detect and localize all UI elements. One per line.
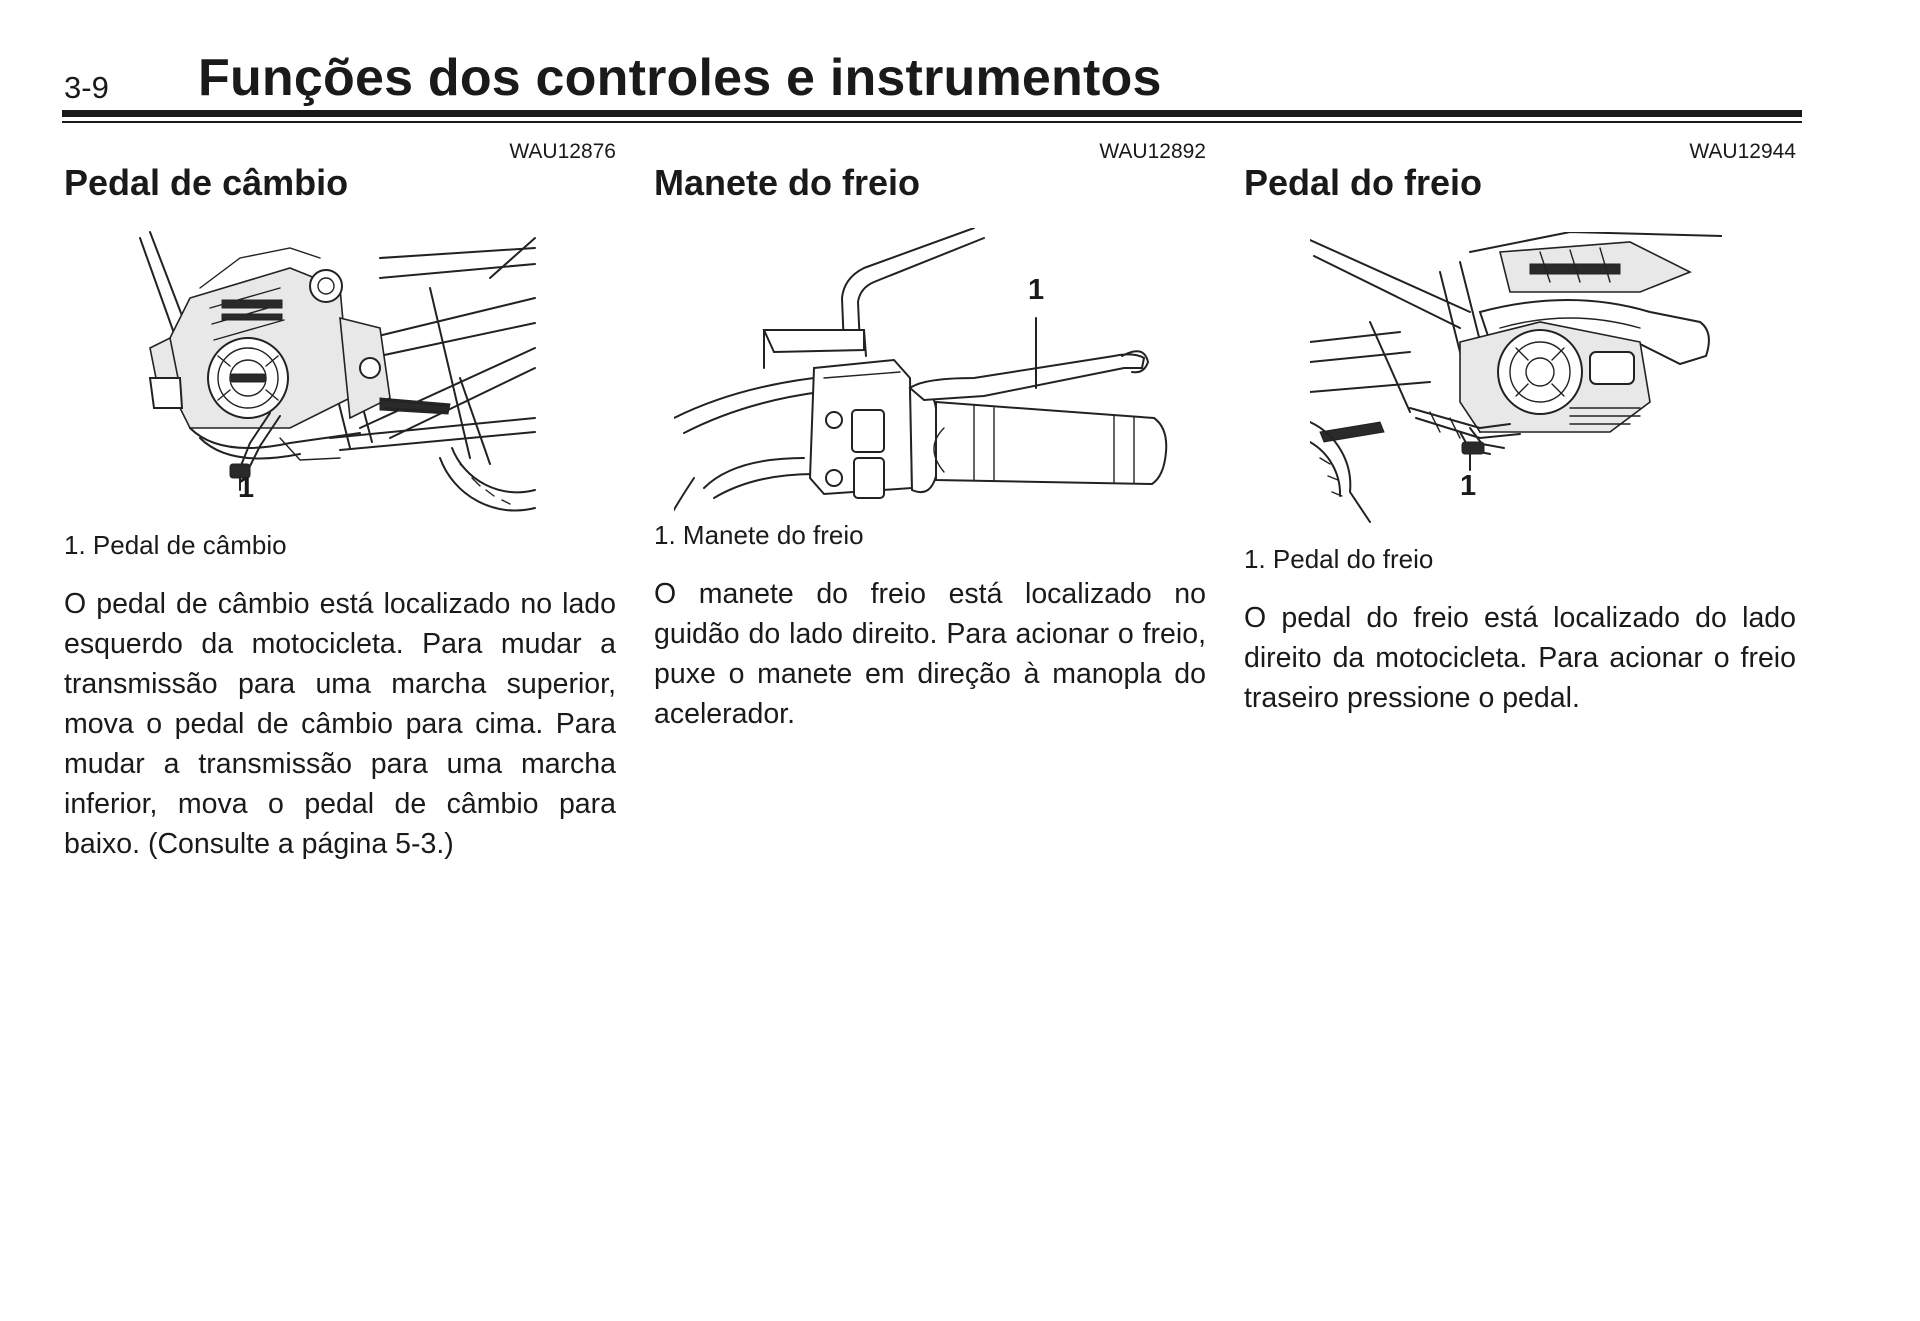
page-title: Funções dos controles e instrumentos — [198, 49, 1162, 107]
header-rule-thick — [62, 110, 1802, 117]
figure-caption: 1. Pedal de câmbio — [64, 530, 287, 560]
brake-lever-illustration — [674, 228, 1184, 518]
figure-caption: 1. Manete do freio — [654, 520, 864, 550]
callout-number: 1 — [1460, 470, 1477, 502]
brake-pedal-illustration — [1310, 232, 1722, 532]
header-rule-thin — [62, 121, 1802, 123]
callout-number: 1 — [238, 472, 255, 504]
section-body-text: O pedal do freio está localizado do lado direito da motocicleta. Para acionar o freio traseiro pressione o pedal. — [1244, 602, 1796, 714]
callout-number: 1 — [1028, 274, 1045, 306]
section-title: Pedal de câmbio — [64, 162, 349, 203]
page-header — [62, 48, 1802, 128]
figure-caption: 1. Pedal do freio — [1244, 544, 1434, 574]
section-title: Pedal do freio — [1244, 162, 1483, 203]
shift-pedal-illustration — [130, 228, 540, 520]
section-code: WAU12876 — [509, 140, 616, 163]
page-number: 3-9 — [64, 70, 109, 105]
section-title: Manete do freio — [654, 162, 921, 203]
section-code: WAU12944 — [1689, 140, 1796, 163]
section-body-text: O pedal de câmbio está localizado no lado esquerdo da motocicleta. Para mudar a transmissão para uma marcha superior, mova o pedal de câmbio para cima. Para mudar a transmissão para uma marcha inferior, mova o pedal de câmbio para baixo. (Consulte a página 5-3.) — [64, 588, 616, 860]
section-body-text: O manete do freio está localizado no guidão do lado direito. Para acionar o freio, puxe o manete em direção à manopla do acelerador. — [654, 578, 1206, 730]
section-code: WAU12892 — [1099, 140, 1206, 163]
